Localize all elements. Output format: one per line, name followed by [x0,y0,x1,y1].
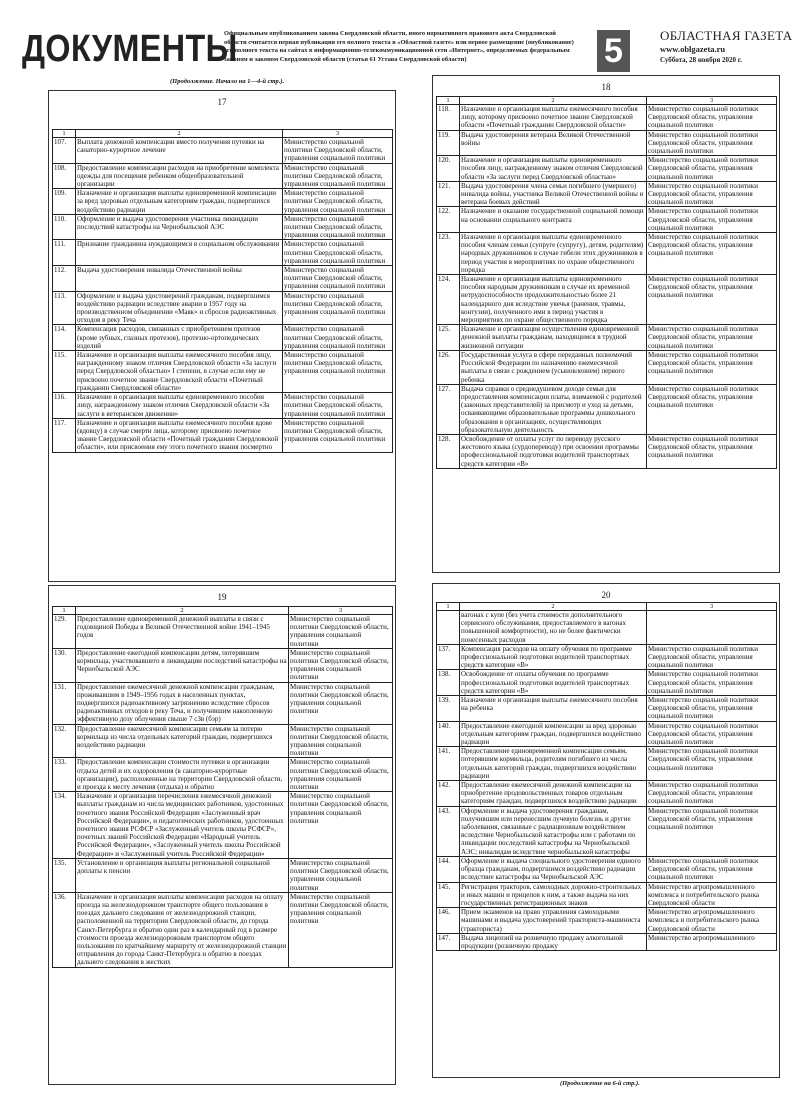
row-number: 113. [53,291,76,325]
service-name: Предоставление ежемесячной денежной компенсации на приобретение продовольственных товаров отдельным категориям граждан, подвергшихся воздействию радиации [460,781,647,807]
row-number: 124. [437,275,460,325]
row-number: 135. [53,858,76,892]
table-row [437,908,777,934]
responsible-body: Министерство социальной политики Свердловской области, управления социальной политики [289,724,393,758]
table-row [53,189,393,215]
service-name: Оформление и выдача специального удостоверения единого образца гражданам, подвергшимся воздействию радиации вследствие катастрофы на Чернобыльской АЭС [460,856,647,882]
responsible-body: Министерство социальной политики Свердловской области, управления социальной политики [647,434,777,468]
service-name: Назначение и организация выплаты единовременного пособия членам семьи (супруге (супругу), детям, родителям) народных дружинников в случае гибели этих дружинников в период участия в мероприятиях по охране общественного порядка [460,233,647,275]
service-name: Предоставление ежегодной компенсации за вред здоровью отдельным категориям граждан, подвергшихся воздействию радиации [460,721,647,747]
row-number: 115. [53,351,76,393]
column-header-1: 1 [437,97,460,105]
row-number: 129. [53,615,76,649]
service-name: Назначение и оказание государственной социальной помощи на основании социального контракта [460,207,647,233]
table-row [437,105,777,131]
service-name: Предоставление единовременной денежной выплаты в связи с годовщиной Победы в Великой Отечественной войне 1941–1945 годов [76,615,289,649]
responsible-body: Министерство социальной политики Свердловской области, управления социальной политики [283,393,393,419]
table-row [437,933,777,950]
service-name: Выдача удостоверения инвалида Отечественной войны [76,266,283,292]
table-row [437,611,777,645]
column-header-2: 2 [76,607,289,615]
table-row [437,781,777,807]
service-name: Оформление и выдача удостоверения участника ликвидации последствий катастрофы на Чернобыльской АЭС [76,214,283,240]
row-number: 142. [437,781,460,807]
row-number: 136. [53,892,76,967]
newspaper-name: ОБЛАСТНАЯ ГАЗЕТА [660,28,793,43]
table-row [437,325,777,351]
services-table [436,602,777,951]
service-name: Предоставление ежемесячной денежной компенсации гражданам, проживавшим в 1949–1956 годах в населенных пунктах, подвергшихся радиоактивному загрязнению вследствие сбросов радиоактивных отходов в реку Теча, и получившим накопленную эффективную дозу облучения свыше 7 сЗв (бэр) [76,682,289,724]
column-header-2: 2 [76,130,283,138]
service-name: Оформление и выдача удостоверения гражданам, получившим или перенесшим лучевую болезнь и другие заболевания, связанные с радиационным воздействием вследствие Чернобыльской катастрофы или с работами по ликвидации последствий катастрофы на Чернобыльской АЭС; инвалидам вследствие чернобыльской катастрофы [460,806,647,856]
service-name: Компенсация расходов, связанных с приобретением протезов (кроме зубных, глазных протезов), протезно-ортопедических изделий [76,325,283,351]
row-number: 141. [437,747,460,781]
service-name: Предоставление ежегодной компенсации детям, потерявшим кормильца, участвовавшего в ликвидации последствий катастрофы на Чернобыльской АЭС [76,648,289,682]
continued-on-note: (Продолжение на 6-й стр.). [560,1080,640,1087]
responsible-body: Министерство социальной политики Свердловской области, управления социальной политики [283,418,393,452]
service-name: Назначение и организация выплаты ежемесячного пособия вдове (вдовцу) в случае смерти лица, которому присвоено почетное звание Свердловской области «Почетный гражданин Свердловской области», или присвоения ему этого почетного звания посмертно [76,418,283,452]
column-header-3: 3 [289,607,393,615]
responsible-body: Министерство агропромышленного комплекса и потребительского рынка Свердловской области [647,882,777,908]
table-row [437,721,777,747]
row-number: 134. [53,792,76,859]
row-number [437,611,460,645]
responsible-body: Министерство социальной политики Свердловской области, управления социальной политики [647,644,777,670]
row-number: 144. [437,856,460,882]
newspaper-url[interactable]: www.oblgazeta.ru [660,44,726,54]
responsible-body: Министерство социальной политики Свердловской области, управления социальной политики [283,291,393,325]
service-name: Назначение и организация выплаты единовременной компенсации за вред здоровью отдельным категориям граждан, подвергшихся воздействию радиации [76,189,283,215]
responsible-body: Министерство социальной политики Свердловской области, управления социальной политики [283,214,393,240]
table-row [437,670,777,696]
service-name: Назначение и организация выплаты единовременного пособия народным дружинникам в случае их временной нетрудоспособности продолжительностью более 21 календарного дня вследствие увечья (ранения, травмы, контузии), полученного ими в период участия в мероприятиях по охране общественного порядка [460,275,647,325]
masthead-note: Официальным опубликованием закона Свердловской области, иного нормативного правового акта Свердловской области считается первая публикация его полного текста в «Областной газете» или первое размещение (опубликование) его полного текста на сайтах в информационно-телекоммуникационной сети «Интернет», определяемых федеральным законом и законом Свердловской области (статья 61 Устава Свердловской области) [224,30,574,63]
row-number: 130. [53,648,76,682]
table-row [53,758,393,792]
table-row [437,233,777,275]
responsible-body: Министерство социальной политики Свердловской области, управления социальной политики [283,266,393,292]
table-row [53,393,393,419]
table-row [53,892,393,967]
table-row [53,724,393,758]
service-name: Назначение и организация выплаты ежемесячного пособия лицу, награжденному знаком отличия Свердловской области «За заслуги перед Свердловской областью» I степени, в случае если ему не присвоено почетное звание Свердловской области «Почетный гражданин Свердловской области» [76,351,283,393]
responsible-body: Министерство социальной политики Свердловской области, управления социальной политики [647,747,777,781]
service-name: Прием экзаменов на право управления самоходными машинами и выдача удостоверений тракториста-машиниста (тракториста) [460,908,647,934]
responsible-body [647,611,777,645]
column-header-3: 3 [283,130,393,138]
service-name: Выдача удостоверения ветерана Великой Отечественной войны [460,130,647,156]
table-body [437,611,777,951]
table-row [437,644,777,670]
continued-from-note: (Продолжение. Начало на 1—4-й стр.). [170,78,285,85]
responsible-body: Министерство социальной политики Свердловской области, управления социальной политики [283,138,393,164]
row-number: 120. [437,156,460,182]
responsible-body: Министерство социальной политики Свердловской области, управления социальной политики [647,130,777,156]
responsible-body: Министерство социальной политики Свердловской области, управления социальной политики [647,275,777,325]
issue-date: Суббота, 28 ноября 2020 г. [660,56,742,64]
row-number: 110. [53,214,76,240]
service-name: Назначение и организация выплаты единовременного пособия лицу, награжденному знаком отличия Свердловской области «За заслуги в ветеранском движении» [76,393,283,419]
table-row [437,384,777,434]
responsible-body: Министерство социальной политики Свердловской области, управления социальной политики [289,892,393,967]
document-page-17 [48,90,396,582]
column-header-2: 2 [460,603,647,611]
table-body [437,105,777,469]
table-row [53,325,393,351]
column-header-1: 1 [53,607,76,615]
row-number: 125. [437,325,460,351]
table-row [53,291,393,325]
table-row [437,350,777,384]
row-number: 138. [437,670,460,696]
row-number: 119. [437,130,460,156]
service-name: Освобождение от оплаты услуг по переводу русского жестового языка (сурдопереводу) при освоении программы профессиональной подготовки водителей транспортных средств категории «В» [460,434,647,468]
row-number: 117. [53,418,76,452]
row-number: 128. [437,434,460,468]
row-number: 139. [437,696,460,722]
row-number: 127. [437,384,460,434]
table-row [53,418,393,452]
responsible-body: Министерство социальной политики Свердловской области, управления социальной политики [647,696,777,722]
responsible-body: Министерство социальной политики Свердловской области, управления социальной политики [647,181,777,207]
service-name: Назначение и организация выплаты ежемесячного пособия лицу, которому присвоено почетное звание Свердловской области «Почетный гражданин Свердловской области» [460,105,647,131]
service-name: Предоставление компенсации стоимости путевки в организации отдыха детей и их оздоровления (в санаторно-курортные организации), расположенные на территории Свердловской области, и проезда к месту лечения (отдыха) и обратно [76,758,289,792]
responsible-body: Министерство социальной политики Свердловской области, управления социальной политики [283,325,393,351]
row-number: 147. [437,933,460,950]
responsible-body: Министерство социальной политики Свердловской области, управления социальной политики [289,615,393,649]
row-number: 133. [53,758,76,792]
responsible-body: Министерство социальной политики Свердловской области, управления социальной политики [647,670,777,696]
table-row [53,648,393,682]
service-name: Установление и организация выплаты региональной социальной доплаты к пенсии [76,858,289,892]
table-row [437,882,777,908]
row-number: 121. [437,181,460,207]
services-table [52,606,393,968]
table-row [437,130,777,156]
table-row [437,434,777,468]
table-row [437,181,777,207]
service-name: Выдача удостоверения члена семьи погибшего (умершего) инвалида войны, участника Великой Отечественной войны и ветерана боевых действий [460,181,647,207]
table-row [53,615,393,649]
row-number: 116. [53,393,76,419]
table-row [53,240,393,266]
responsible-body: Министерство социальной политики Свердловской области, управления социальной политики [647,207,777,233]
row-number: 126. [437,350,460,384]
row-number: 107. [53,138,76,164]
table-row [437,856,777,882]
responsible-body: Министерство социальной политики Свердловской области, управления социальной политики [289,858,393,892]
responsible-body: Министерство социальной политики Свердловской области, управления социальной политики [283,240,393,266]
row-number: 108. [53,163,76,189]
service-name: Предоставление ежемесячной компенсации семьям за потерю кормильца из числа отдельных категорий граждан, подвергшихся воздействию радиации [76,724,289,758]
responsible-body: Министерство социальной политики Свердловской области, управления социальной политики [647,721,777,747]
document-page-18 [432,75,780,573]
row-number: 146. [437,908,460,934]
responsible-body: Министерство социальной политики Свердловской области, управления социальной политики [647,856,777,882]
service-name: Предоставление компенсации расходов на приобретение комплекта одежды для посещения ребенком общеобразовательной организации [76,163,283,189]
table-body [53,615,393,968]
service-name: Назначение и организация осуществления единовременной денежной выплаты гражданам, находящимся в трудной жизненной ситуации [460,325,647,351]
service-name: Компенсация расходов на оплату обучения по программе профессиональной подготовки водителей транспортных средств категории «В» [460,644,647,670]
responsible-body: Министерство социальной политики Свердловской области, управления социальной политики [647,384,777,434]
table-row [53,266,393,292]
responsible-body: Министерство социальной политики Свердловской области, управления социальной политики [647,806,777,856]
responsible-body: Министерство социальной политики Свердловской области, управления социальной политики [647,781,777,807]
service-name: Выдача лицензий на розничную продажу алкогольной продукции (розничную продажу [460,933,647,950]
table-row [437,806,777,856]
service-name: Оформление и выдача удостоверений гражданам, подвергшимся воздействию радиации вследствие аварии в 1957 году на производственном объединении «Маяк» и сбросов радиоактивных отходов в реку Теча [76,291,283,325]
table-row [437,156,777,182]
table-row [53,214,393,240]
service-name: Предоставление единовременной компенсации семьям, потерявшим кормильца, родителям погибшего из числа отдельных категорий граждан, подвергшихся воздействию радиации [460,747,647,781]
responsible-body: Министерство агропромышленного комплекса и потребительского рынка Свердловской области [647,908,777,934]
service-name: Назначение и организация выплаты ежемесячного пособия на ребенка [460,696,647,722]
table-row [437,275,777,325]
row-number: 137. [437,644,460,670]
page-number: 19 [217,592,227,602]
row-number: 123. [437,233,460,275]
services-table [436,96,777,469]
page-number-badge: 5 [597,30,630,72]
row-number: 122. [437,207,460,233]
document-page-19 [48,585,396,1085]
service-name: Выплата денежной компенсации вместо получения путевки на санаторно-курортное лечение [76,138,283,164]
row-number: 131. [53,682,76,724]
column-header-2: 2 [460,97,647,105]
row-number: 145. [437,882,460,908]
service-name: Регистрация тракторов, самоходных дорожно-строительных и иных машин и прицепов к ним, а также выдача на них государственных регистрационных знаков [460,882,647,908]
row-number: 109. [53,189,76,215]
page-number: 20 [601,590,611,600]
table-row [53,858,393,892]
row-number: 118. [437,105,460,131]
service-name: Освобождение от оплаты обучения по программе профессиональной подготовки водителей транспортных средств категории «В» [460,670,647,696]
table-row [53,351,393,393]
responsible-body: Министерство социальной политики Свердловской области, управления социальной политики [283,351,393,393]
responsible-body: Министерство социальной политики Свердловской области, управления социальной политики [289,792,393,859]
table-row [53,163,393,189]
responsible-body: Министерство социальной политики Свердловской области, управления социальной политики [289,682,393,724]
row-number: 132. [53,724,76,758]
row-number: 143. [437,806,460,856]
table-row [53,792,393,859]
services-table [52,129,393,453]
column-header-1: 1 [53,130,76,138]
row-number: 140. [437,721,460,747]
row-number: 111. [53,240,76,266]
table-body [53,138,393,453]
service-name: Назначение и организация выплаты единовременного пособия лицу, награжденному знаком отличия Свердловской области «За заслуги перед Свердловской областью» [460,156,647,182]
responsible-body: Министерство социальной политики Свердловской области, управления социальной политики [647,105,777,131]
table-row [437,207,777,233]
responsible-body: Министерство социальной политики Свердловской области, управления социальной политики [647,325,777,351]
page-number: 18 [601,82,611,92]
row-number: 114. [53,325,76,351]
table-row [437,747,777,781]
service-name: Назначение и организация перечисления ежемесячной денежной выплаты гражданам из числа медицинских работников, удостоенных почетного звания Российской Федерации «Заслуженный врач Российской Федерации», и педагогических работников, удостоенных почетного звания РСФСР «Заслуженный учитель школы РСФСР», почетных званий Российской Федерации «Народный учитель Российской Федерации», «Заслуженный учитель школы Российской Федерации» и «Заслуженный учитель Российской Федерации» [76,792,289,859]
responsible-body: Министерство социальной политики Свердловской области, управления социальной политики [283,163,393,189]
responsible-body: Министерство агропромышленного [647,933,777,950]
responsible-body: Министерство социальной политики Свердловской области, управления социальной политики [289,758,393,792]
column-header-3: 3 [647,97,777,105]
table-row [53,682,393,724]
table-row [437,696,777,722]
column-header-3: 3 [647,603,777,611]
column-header-1: 1 [437,603,460,611]
row-number: 112. [53,266,76,292]
masthead-logo: ДОКУМЕНТЫ [22,28,238,70]
page-number: 17 [217,97,227,107]
responsible-body: Министерство социальной политики Свердловской области, управления социальной политики [647,156,777,182]
responsible-body: Министерство социальной политики Свердловской области, управления социальной политики [647,350,777,384]
responsible-body: Министерство социальной политики Свердловской области, управления социальной политики [289,648,393,682]
service-name: Признание гражданина нуждающимся в социальном обслуживании [76,240,283,266]
service-name: Государственная услуга в сфере переданных полномочий Российской Федерации по назначению ежемесячной выплаты в связи с рождением (усыновлением) первого ребенка [460,350,647,384]
responsible-body: Министерство социальной политики Свердловской области, управления социальной политики [647,233,777,275]
service-name: Назначение и организация выплаты компенсации расходов на оплату проезда на железнодорожном транспорте общего пользования в поездах дальнего следования от железнодорожной станции, расположенной на территории Свердловской области, до города Санкт-Петербурга и обратно один раз в календарный год в размере стоимости проезда железнодорожным транспортом общего пользования по кратчайшему маршруту от железнодорожной станции отправления до города Санкт-Петербурга и обратно в поездах дальнего следования в жестких [76,892,289,967]
table-row [53,138,393,164]
service-name: Выдача справки о среднедушевом доходе семьи для предоставления компенсации платы, взимаемой с родителей (законных представителей) за присмотр и уход за детьми, осваивающими образовательные программы дошкольного образования в организациях, осуществляющих образовательную деятельность [460,384,647,434]
responsible-body: Министерство социальной политики Свердловской области, управления социальной политики [283,189,393,215]
document-page-20 [432,583,780,1078]
service-name: вагонах с купе (без учета стоимости дополнительного сервисного обслуживания, предоставляемого в вагонах повышенной комфортности), но не более фактически понесенных расходов [460,611,647,645]
